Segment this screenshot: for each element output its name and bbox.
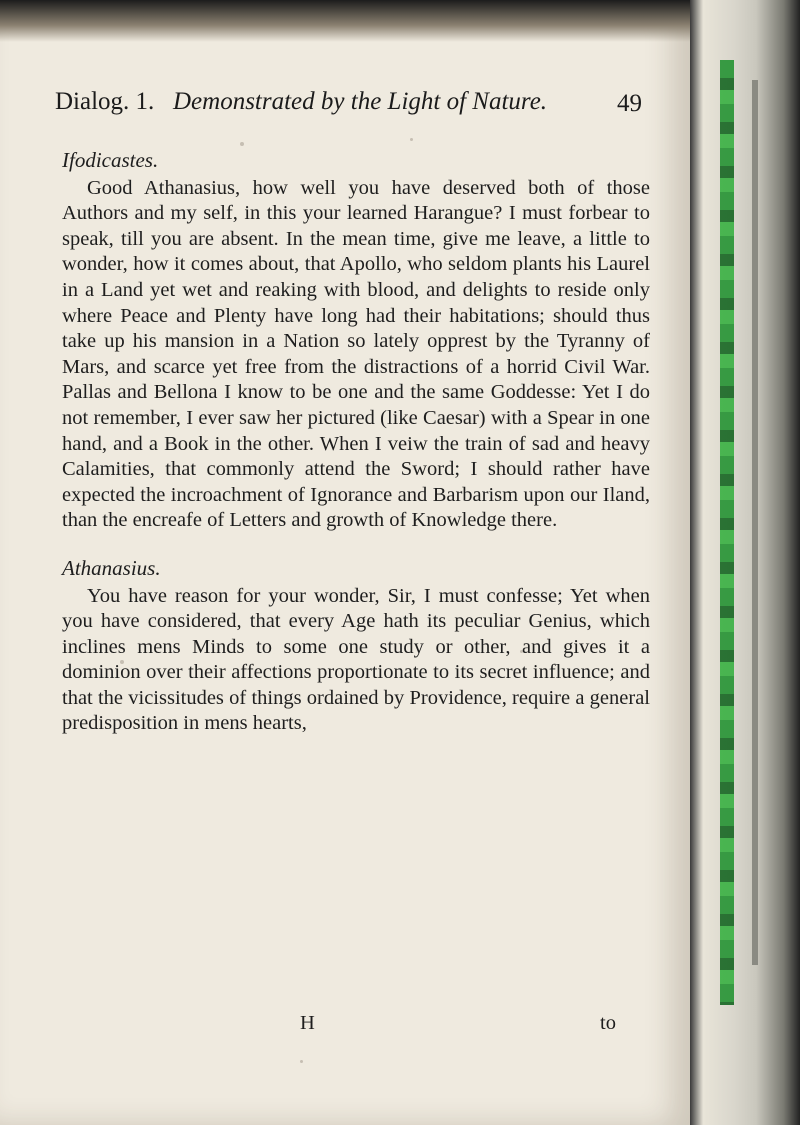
paper-speck (240, 142, 244, 146)
catchword: to (600, 1012, 616, 1034)
paper-speck (120, 660, 124, 664)
page-top-shadow (0, 0, 690, 42)
binding-grey-stripe (752, 80, 758, 965)
speaker-name: Athanasius. (62, 555, 161, 580)
binding-green-stripe (720, 60, 734, 1005)
page-number: 49 (617, 90, 642, 117)
speaker-name: Ifodicastes. (62, 148, 159, 172)
paper-speck (520, 650, 523, 653)
signature-mark: H (300, 1012, 315, 1034)
body-text (62, 148, 650, 737)
speech-paragraph: You have reason for your wonder, Sir, I must confesse; Yet when you have considered, that every Age hath its peculiar Genius, which inclines mens Minds to some one study or other, and gives it a dominion over their affections proportionate to its secret influence; and that the vicissitudes of things ordained by Providence, require a general predisposition in mens hearts, (62, 584, 650, 735)
paper-speck (410, 138, 413, 141)
book-binding-edge (690, 0, 800, 1125)
running-title: Demonstrated by the Light of Nature. (173, 88, 548, 115)
section-gap (62, 534, 650, 556)
running-header (55, 88, 655, 128)
paper-speck (300, 1060, 303, 1063)
section-label: Dialog. 1. (55, 88, 155, 115)
speech-paragraph: Good Athanasius, how well you have deserved both of those Authors and my self, in this your learned Harangue? I must forbear to speak, till you are absent. In the mean time, give me leave, a little to wonder, how it comes about, that Apollo, who seldom plants his Laurel in a Land yet wet and reaking with blood, and delights to reside only where Peace and Plenty have long had their habitations; should thus take up his mansion in a Nation so lately opprest by the Tyranny of Mars, and scarce yet free from the distractions of a horrid Civil War. Pallas and Bellona I know to be one and the same Goddesse: Yet I do not remember, I ever saw her pictured (like Caesar) with a Spear in one hand, and a Book in the other. When I veiw the train of sad and heavy Calamities, that commonly attend the Sword; I should rather have expected the incroachment of Ignorance and Barbarism upon our Iland, than the encreafe of Letters and growth of Knowledge there. (62, 176, 650, 532)
